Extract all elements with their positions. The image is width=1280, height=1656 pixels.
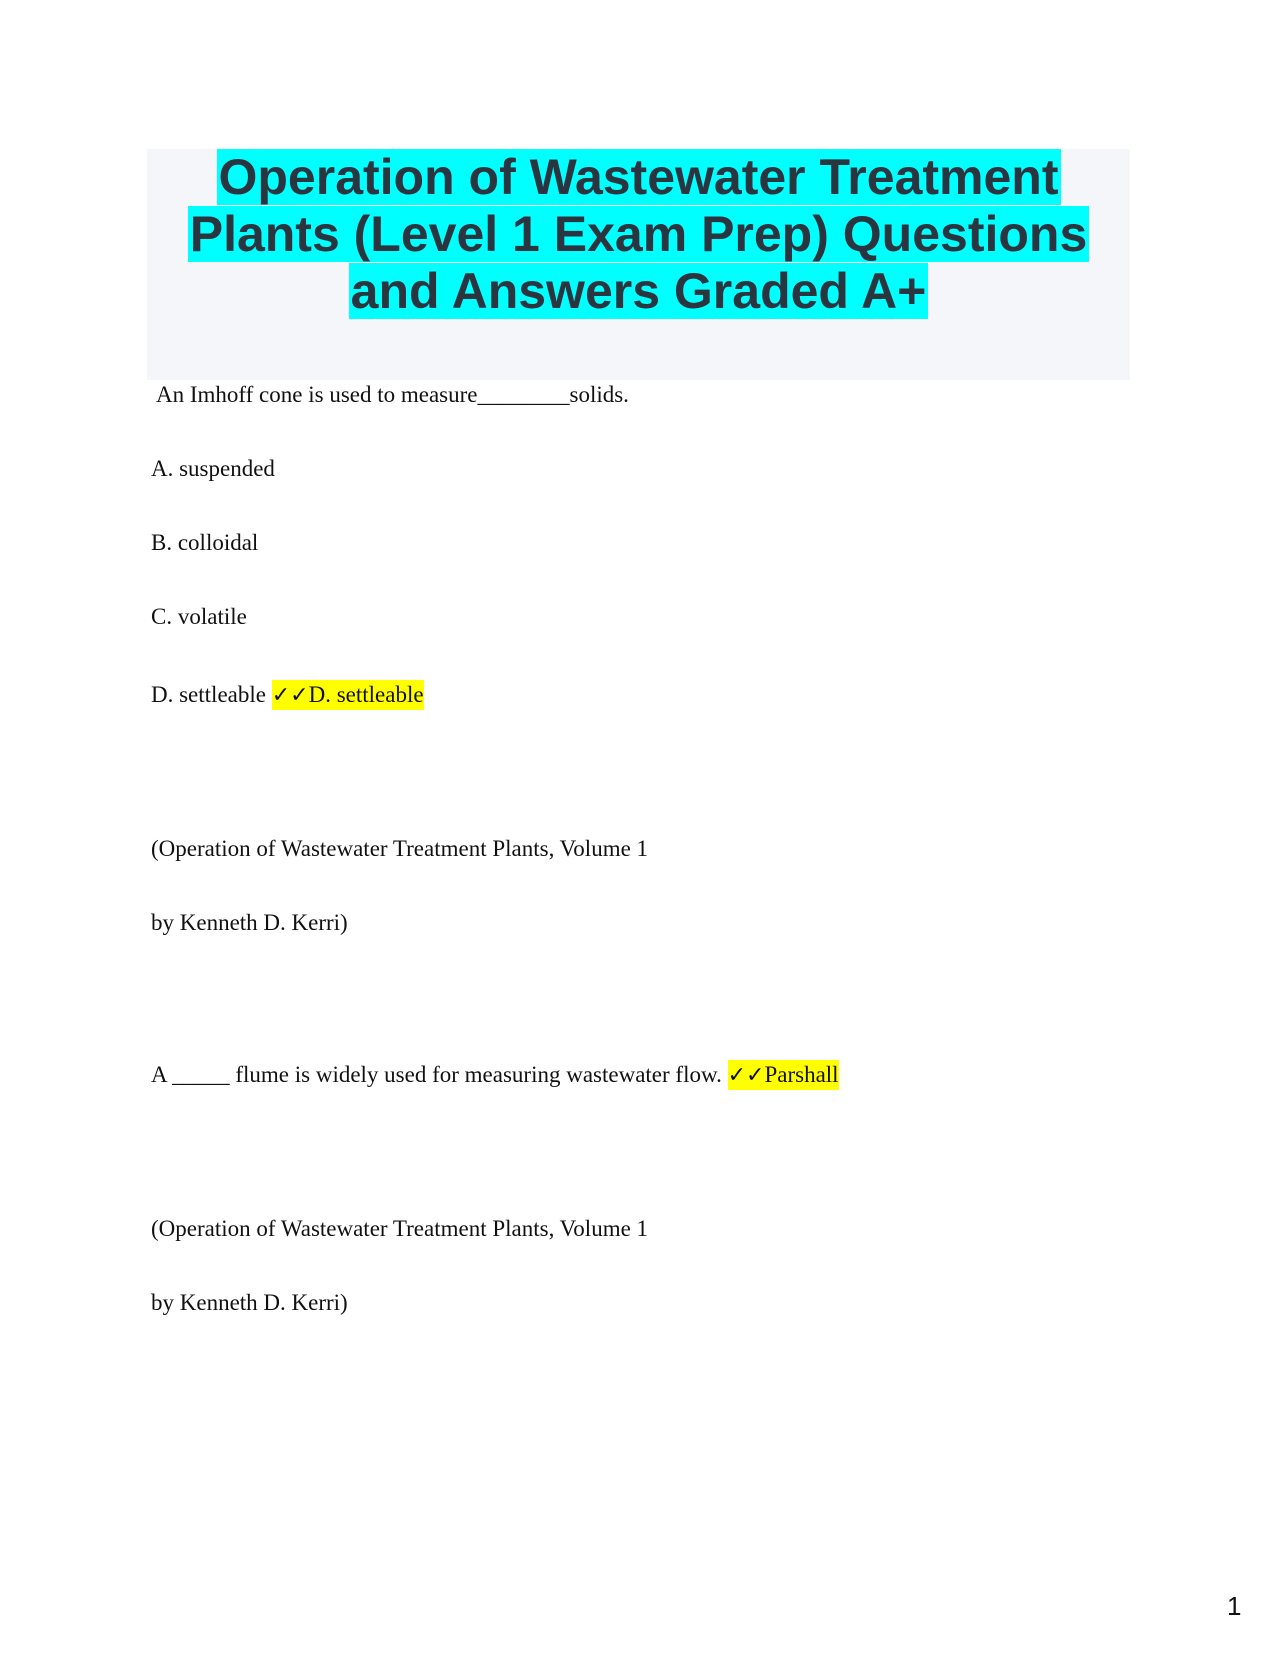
question-2-line — [151, 1061, 839, 1090]
option-a: A. suspended — [151, 456, 275, 481]
answer-2: Parshall — [764, 1062, 839, 1087]
double-check-icon: ✓✓ — [271, 683, 309, 708]
reference-2-line-2: by Kenneth D. Kerri) — [151, 1290, 348, 1315]
option-b: B. colloidal — [151, 530, 259, 555]
option-c: C. volatile — [151, 604, 247, 629]
document-title — [147, 149, 1130, 320]
page-number: 1 — [1227, 1591, 1242, 1621]
title-line-2: Plants (Level 1 Exam Prep) Questions — [189, 206, 1088, 262]
answer-highlight-1 — [272, 680, 424, 710]
title-line-3: and Answers Graded A+ — [350, 263, 927, 319]
option-d: D. settleable — [151, 682, 266, 707]
reference-1-line-2: by Kenneth D. Kerri) — [151, 910, 348, 935]
title-line-1: Operation of Wastewater Treatment — [218, 149, 1059, 205]
answer-highlight-2 — [728, 1060, 839, 1090]
question-2: A _____ flume is widely used for measuring wastewater flow. — [151, 1062, 722, 1087]
double-check-icon: ✓✓ — [727, 1063, 765, 1088]
answer-1: D. settleable — [308, 682, 424, 707]
option-d-line — [151, 681, 424, 710]
question-1: An Imhoff cone is used to measure________solids. — [156, 382, 629, 407]
reference-2-line-1: (Operation of Wastewater Treatment Plants, Volume 1 — [151, 1216, 649, 1241]
title-block — [147, 149, 1130, 380]
reference-1-line-1: (Operation of Wastewater Treatment Plants, Volume 1 — [151, 836, 649, 861]
